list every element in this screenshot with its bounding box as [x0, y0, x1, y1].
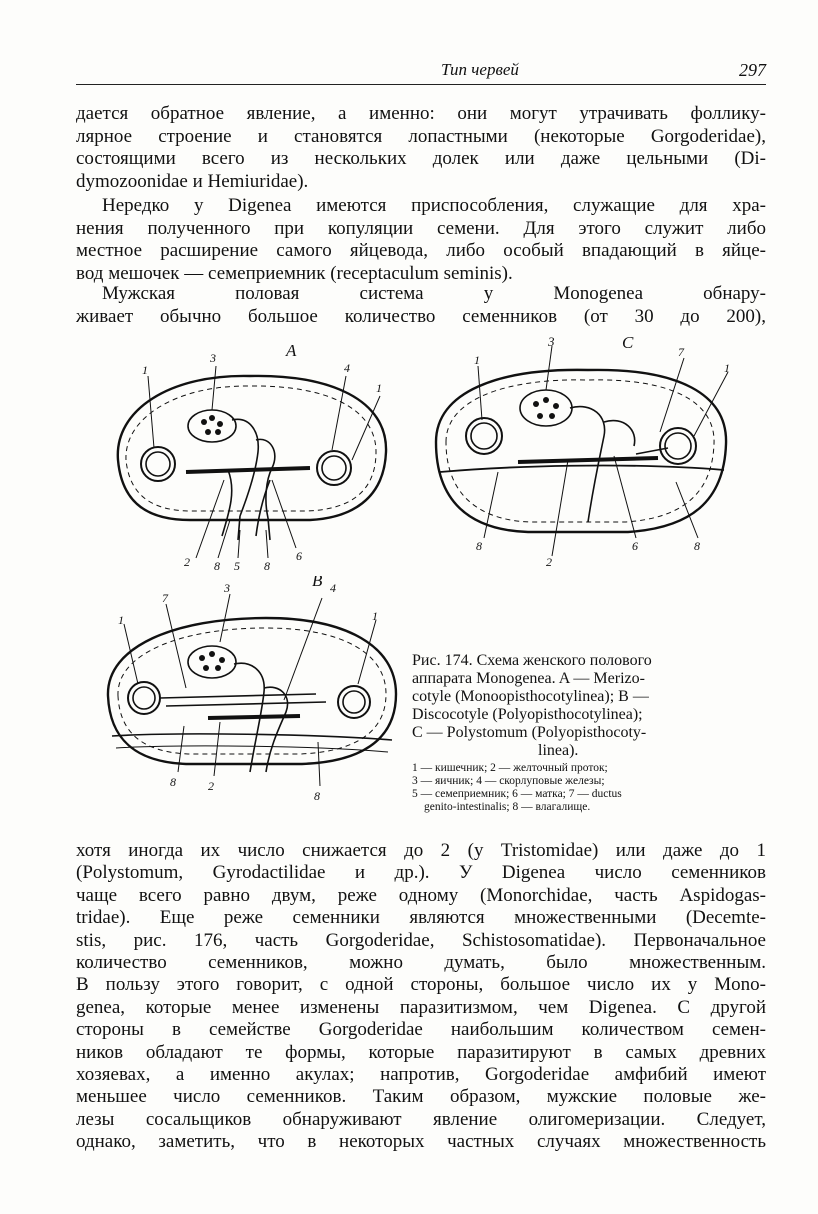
figure-label: 1	[142, 363, 148, 377]
text-line: живает обычно большое количество семенников (от 30 до 200),	[76, 305, 766, 327]
text-line: вод мешочек — семеприемник (receptaculum seminis).	[76, 262, 513, 284]
figure-caption	[412, 652, 772, 760]
caption-line: аппарата Monogenea. A — Merizo-	[412, 670, 645, 687]
figure-legend	[412, 762, 772, 814]
figure-label: 8	[264, 559, 270, 573]
legend-line: 1 — кишечник; 2 — желточный проток;	[412, 762, 608, 774]
figure-panel-b	[96, 576, 406, 816]
figure-label: 3	[224, 581, 230, 595]
legend-line: 5 — семеприемник; 6 — матка; 7 — ductus	[412, 788, 622, 800]
figure-label: 1	[118, 613, 124, 627]
figure-label: 3	[210, 351, 216, 365]
page-number: 297	[739, 60, 766, 80]
text-line: местное расширение самого яйцевода, либо особый впадающий в яйце-	[76, 240, 766, 262]
figure-label: 1	[474, 353, 480, 367]
figure-label: 6	[296, 549, 302, 563]
running-title: Тип червей	[441, 60, 519, 79]
running-header	[76, 58, 766, 85]
text-line: stis, рис. 176, часть Gorgoderidae, Schistosomatidae). Первоначальное	[76, 929, 766, 951]
figure-label: 1	[372, 609, 378, 623]
paragraph-3	[76, 283, 766, 328]
figure-label: 8	[694, 539, 700, 553]
caption-line: linea).	[538, 742, 579, 759]
text-line: нения полученного при копуляции семени. Для этого служит либо	[76, 217, 766, 239]
figure-panel-a	[100, 340, 400, 580]
text-line: однако, заметить, что в некоторых частных случаях множественность	[76, 1131, 766, 1153]
figure-label: 8	[314, 789, 320, 803]
legend-line: 3 — яичник; 4 — скорлуповые железы;	[412, 775, 605, 787]
figure-label: 5	[234, 559, 240, 573]
figure-label: 7	[162, 591, 168, 605]
paragraph-4	[76, 840, 766, 1154]
text-line: tridae). Еще реже семенники являются множественными (Decemte-	[76, 907, 766, 929]
figure-label: 2	[184, 555, 190, 569]
caption-line: Рис. 174. Схема женского полового	[412, 652, 652, 669]
text-line: dymozoonidae и Hemiuridae).	[76, 170, 309, 192]
panel-letter-c: C	[622, 333, 634, 352]
figure-label: 8	[170, 775, 176, 789]
figure-label: 3	[548, 334, 555, 349]
text-line: стороны в семействе Gorgoderidae наибольшим количеством семен-	[76, 1019, 766, 1041]
caption-line: cotyle (Monoopisthocotylinea); B —	[412, 688, 649, 705]
text-line: Мужская половая система у Monogenea обнару-	[102, 283, 766, 304]
paragraph-2	[76, 195, 766, 285]
figure-label: 2	[208, 779, 214, 793]
text-line: количество семенников, можно думать, было множественным.	[76, 952, 766, 974]
figure-panel-c	[428, 332, 738, 572]
figure-label: 1	[376, 381, 382, 395]
text-line: чаще всего равно двум, реже одному (Monorchidae, часть Aspidogas-	[76, 884, 766, 906]
text-line: лезы сосальщиков обнаруживают явление олигомеризации. Следует,	[76, 1108, 766, 1130]
text-line: genea, которые менее изменены паразитизмом, чем Digenea. С другой	[76, 996, 766, 1018]
text-line: лярное строение и становятся лопастными (некоторые Gorgoderidae),	[76, 125, 766, 147]
text-line: хозяевах, а именно акулах; напротив, Gorgoderidae амфибий имеют	[76, 1064, 766, 1086]
text-line: дается обратное явление, а именно: они могут утрачивать фоллику-	[76, 103, 766, 124]
text-line: В пользу этого говорит, с одной стороны, большое число их у Mono-	[76, 974, 766, 996]
text-line: Нередко у Digenea имеются приспособления, служащие для хра-	[102, 195, 766, 216]
figure-label: 4	[344, 361, 350, 375]
text-line: (Polystomum, Gyrodactilidae и др.). У Digenea число семенников	[76, 862, 766, 884]
legend-line: genito-intestinalis; 8 — влагалище.	[424, 801, 591, 813]
figure-label: 1	[724, 361, 730, 375]
caption-line: C — Polystomum (Polyopisthocoty-	[412, 724, 647, 741]
text-line: ников обладают те формы, которые паразитируют в самых древних	[76, 1041, 766, 1063]
figure-label: 6	[632, 539, 638, 553]
figure-label: 8	[214, 559, 220, 573]
panel-letter-a: A	[286, 341, 297, 360]
caption-line: Discocotyle (Polyopisthocotylinea);	[412, 706, 643, 723]
text-line: меньшее число семенников. Таким образом, мужские половые же-	[76, 1086, 766, 1108]
text-line: хотя иногда их число снижается до 2 (у Tristomidae) или даже до 1	[76, 840, 766, 861]
figure-label: 2	[546, 555, 552, 569]
text-line: состоящими всего из нескольких долек или даже цельными (Di-	[76, 148, 766, 170]
figure-label: 8	[476, 539, 482, 553]
figure-label: 7	[678, 345, 684, 359]
paragraph-1	[76, 103, 766, 193]
figure-label: 4	[330, 581, 336, 595]
panel-letter-b: B	[312, 576, 323, 590]
